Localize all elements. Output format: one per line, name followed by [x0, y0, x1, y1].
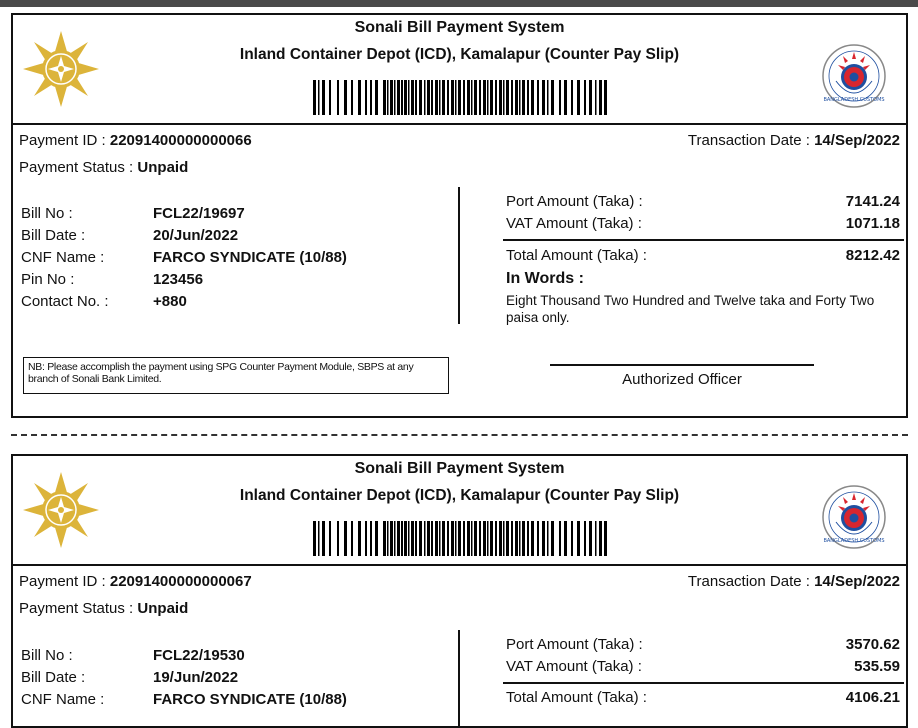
bill-no-value: FCL22/19697: [153, 205, 245, 222]
contact-value: +880: [153, 293, 187, 310]
contact-label: Contact No. :: [21, 293, 109, 310]
total-amount-label: Total Amount (Taka) :: [506, 247, 647, 264]
port-amount-label: Port Amount (Taka) :: [506, 193, 643, 210]
customs-seal-text: BANGLADESH CUSTOMS: [823, 538, 885, 544]
pin-no-label: Pin No :: [21, 271, 75, 288]
payment-status-value: Unpaid: [137, 159, 189, 176]
transaction-date-value: 14/Sep/2022: [814, 132, 900, 149]
cnf-name-label: CNF Name :: [21, 691, 105, 708]
pay-slip-1: [11, 13, 906, 418]
cnf-name-value: FARCO SYNDICATE (10/88): [153, 249, 347, 266]
depot-subtitle: Inland Container Depot (ICD), Kamalapur (Counter Pay Slip): [239, 46, 680, 63]
pay-slip-2: [11, 454, 906, 712]
system-title: Sonali Bill Payment System: [354, 19, 565, 36]
vat-amount-value: 1071.18: [845, 215, 900, 232]
payment-note-line-1: NB: Please accomplish the payment using SPG Counter Payment Module, SBPS at any: [28, 361, 414, 373]
sonali-bank-star-logo-icon: [21, 470, 101, 550]
vat-amount-label: VAT Amount (Taka) :: [506, 658, 642, 675]
payment-status-row: [19, 159, 188, 176]
payment-status-row: [19, 600, 188, 617]
system-title: Sonali Bill Payment System: [354, 460, 565, 477]
payment-id-row: [19, 573, 252, 590]
column-divider: [458, 187, 460, 324]
payment-status-value: Unpaid: [137, 600, 189, 617]
total-divider: [503, 239, 904, 241]
slip-body: [11, 564, 908, 728]
sonali-bank-star-logo-icon: [21, 29, 101, 109]
barcode-icon: [313, 521, 608, 556]
bill-date-label: Bill Date :: [21, 669, 86, 686]
barcode-icon: [313, 80, 608, 115]
vat-amount-value: 535.59: [854, 658, 900, 675]
viewer-top-bar: [0, 0, 918, 7]
bill-date-value: 19/Jun/2022: [153, 669, 239, 686]
in-words-label: In Words :: [506, 270, 584, 287]
transaction-date-label: Transaction Date :: [687, 573, 810, 590]
pin-no-value: 123456: [153, 271, 204, 288]
depot-subtitle: Inland Container Depot (ICD), Kamalapur (Counter Pay Slip): [239, 487, 680, 504]
payment-id-label: Payment ID :: [19, 573, 106, 590]
in-words-line-1: Eight Thousand Two Hundred and Twelve taka and Forty Two: [506, 293, 875, 308]
port-amount-value: 7141.24: [845, 193, 900, 210]
payment-id-value: 22091400000000067: [109, 573, 252, 590]
signature-line: [550, 364, 814, 366]
cnf-name-value: FARCO SYNDICATE (10/88): [153, 691, 347, 708]
payment-note-line-2: branch of Sonali Bank Limited.: [28, 373, 162, 385]
vat-amount-label: VAT Amount (Taka) :: [506, 215, 642, 232]
slip-header: [11, 13, 908, 125]
bill-no-value: FCL22/19530: [153, 647, 245, 664]
in-words-line-2: paisa only.: [506, 310, 570, 325]
payment-status-label: Payment Status :: [19, 159, 134, 176]
payment-status-label: Payment Status :: [19, 600, 134, 617]
bill-date-label: Bill Date :: [21, 227, 86, 244]
bill-no-label: Bill No :: [21, 205, 73, 222]
port-amount-value: 3570.62: [845, 636, 900, 653]
transaction-date-row: [688, 573, 900, 590]
customs-seal-text: BANGLADESH CUSTOMS: [823, 97, 885, 103]
cnf-name-label: CNF Name :: [21, 249, 105, 266]
bill-no-label: Bill No :: [21, 647, 73, 664]
total-amount-label: Total Amount (Taka) :: [506, 689, 647, 706]
bangladesh-customs-emblem-icon: [821, 43, 887, 109]
total-amount-value: 8212.42: [845, 247, 900, 264]
payment-id-label: Payment ID :: [19, 132, 106, 149]
total-amount-value: 4106.21: [845, 689, 900, 706]
slip-body: [11, 123, 908, 418]
payment-id-row: [19, 132, 252, 149]
authorized-officer-label: Authorized Officer: [622, 371, 742, 388]
total-divider: [503, 682, 904, 684]
transaction-date-label: Transaction Date :: [687, 132, 810, 149]
bangladesh-customs-emblem-icon: [821, 484, 887, 550]
port-amount-label: Port Amount (Taka) :: [506, 636, 643, 653]
transaction-date-row: [688, 132, 900, 149]
bill-date-value: 20/Jun/2022: [153, 227, 239, 244]
cut-line: [11, 434, 908, 436]
transaction-date-value: 14/Sep/2022: [814, 573, 900, 590]
payment-note-box: [23, 357, 449, 394]
slip-header: [11, 454, 908, 566]
payment-id-value: 22091400000000066: [109, 132, 252, 149]
